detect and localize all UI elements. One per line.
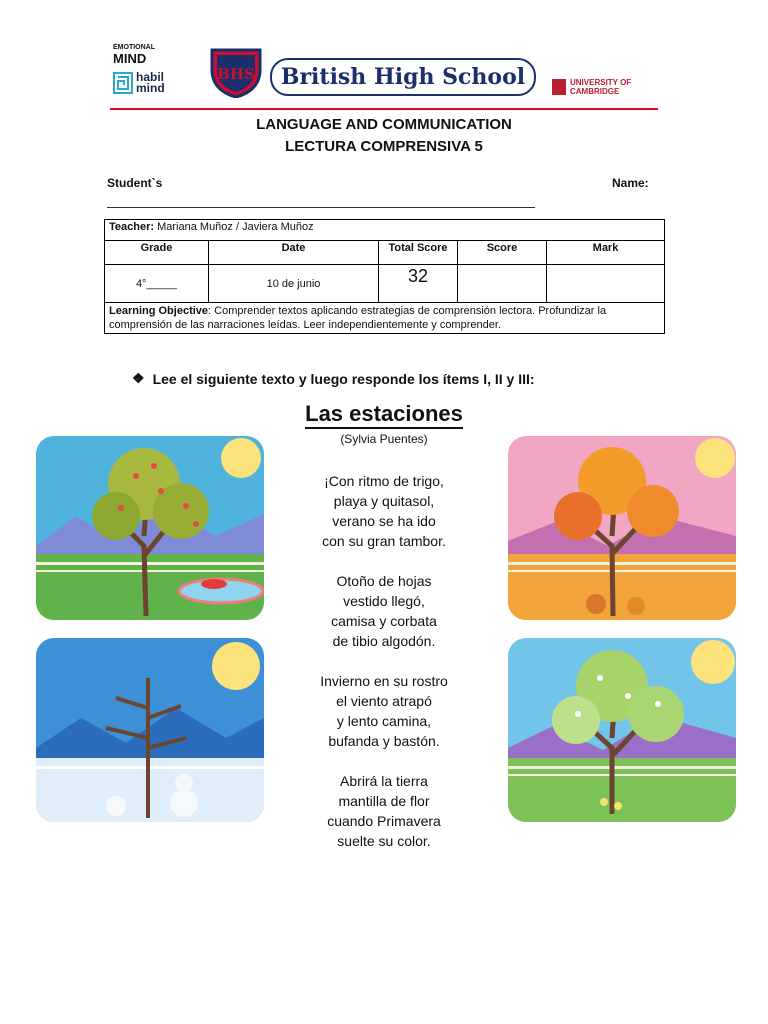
poem-author: (Sylvia Puentes) [340,432,428,446]
score-value[interactable] [458,265,547,303]
logo-mind-text: MIND [113,51,147,66]
poem-line: Otoño de hojas [336,573,432,589]
cambridge-line2: CAMBRIDGE [570,87,620,96]
maze-icon [113,72,133,94]
cambridge-shield-icon [552,79,566,95]
poem-title: Las estaciones [0,401,768,427]
name-label: Name: [612,176,649,190]
crest-letters: BHS [217,65,255,83]
student-label: Student`s [107,176,163,190]
winter-tree-image [36,638,264,822]
poem-line: con su gran tambor. [322,533,446,549]
header-score: Score [458,241,547,265]
summer-tree-image [36,436,264,620]
objective-label: Learning Objective [109,305,209,317]
name-underline[interactable] [107,207,535,208]
poem-line: bufanda y bastón. [328,733,440,749]
poem-line: mantilla de flor [338,793,430,809]
teacher-value: Mariana Muñoz / Javiera Muñoz [154,221,314,233]
subject-title: LANGUAGE AND COMMUNICATION [256,116,512,133]
poem-line: cuando Primavera [327,813,441,829]
habil-mind-logo [113,72,165,94]
poem-line: playa y quitasol, [333,493,435,509]
grade-value[interactable]: 4°_____ [105,265,209,303]
emotional-mind-logo [113,44,155,65]
school-crest-icon [208,46,264,98]
objective-text: : Comprender textos aplicando estrategias de comprensión lectora. Profundizar la comprensión de las narraciones leídas. Leer independientemente y comprender. [109,305,607,331]
poem-line: vestido llegó, [343,593,425,609]
total-score-value: 32 [379,265,458,303]
header-grade: Grade [105,241,209,265]
poem-line: Invierno en su rostro [320,673,448,689]
poem-line: de tibio algodón. [332,633,436,649]
objective-cell [105,303,665,334]
logo-emotional-text: EMOTIONAL [113,44,155,51]
spring-tree-image [508,638,736,822]
date-value: 10 de junio [209,265,379,303]
poem-line: camisa y corbata [331,613,437,629]
teacher-label: Teacher: [109,221,155,233]
school-name: British High School [270,58,536,96]
header-mark: Mark [547,241,665,265]
logo-habil-mind-text: mind [136,81,165,95]
poem-line: verano se ha ido [332,513,436,529]
teacher-cell [105,220,665,241]
cambridge-logo [552,78,631,96]
poem-line: Abrirá la tierra [340,773,428,789]
instruction-text: Lee el siguiente texto y luego responde los ítems I, II y III: [152,370,535,387]
cambridge-line1: UNIVERSITY OF [570,78,632,87]
instruction [132,370,535,387]
header-total-score: Total Score [379,241,458,265]
poem-line: ¡Con ritmo de trigo, [324,473,444,489]
header-date: Date [209,241,379,265]
worksheet-title: LECTURA COMPRENSIVA 5 [285,138,483,155]
poem-line: el viento atrapó [336,693,432,709]
mark-value[interactable] [547,265,665,303]
header-divider [110,108,658,110]
poem-line: y lento camina, [336,713,432,729]
autumn-tree-image [508,436,736,620]
logo-habil-text: habil [136,70,165,84]
diamond-bullet-icon: ❖ [132,370,145,386]
poem-line: suelte su color. [337,833,431,849]
info-table [104,219,665,334]
